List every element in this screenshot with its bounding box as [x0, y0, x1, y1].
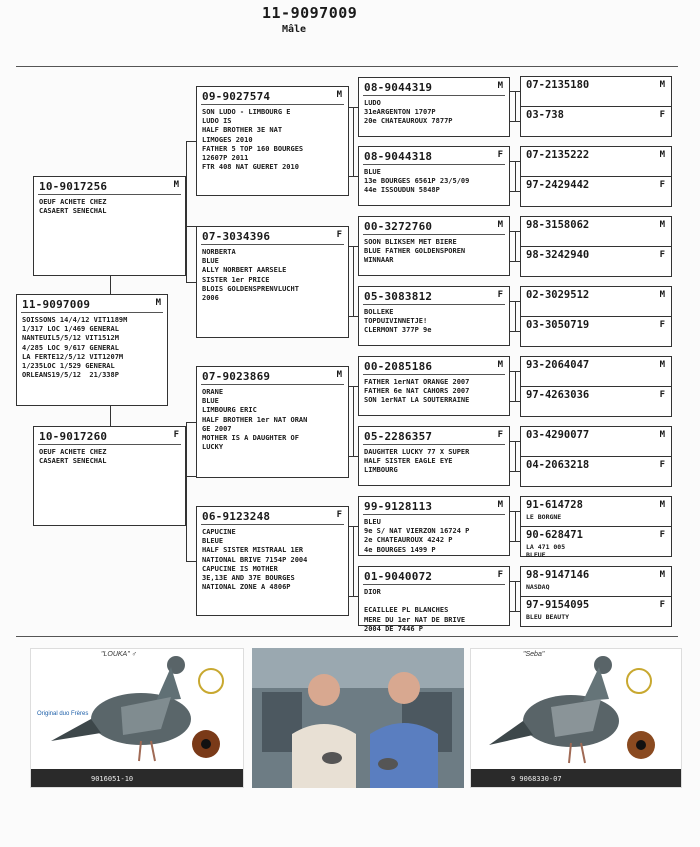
connector-line	[510, 611, 520, 612]
note-line: LUDO IS	[202, 117, 232, 126]
gen4-cell-6	[520, 286, 672, 317]
note-line: SOISSONS 14/4/12 VIT1189M	[22, 316, 128, 324]
gen3-card-2-ring: 00-3272760	[364, 220, 433, 233]
subject-card-ring: 11-9097009	[22, 298, 91, 311]
gen3-card-2	[358, 216, 510, 276]
connector-line	[510, 331, 520, 332]
gen4-cell-3-ring: 97-2429442	[526, 179, 590, 191]
gen3-card-7	[358, 566, 510, 633]
connector-line	[186, 561, 196, 562]
connector-line	[353, 526, 354, 596]
dam-card-notes	[39, 448, 181, 466]
note-line: FATHER 6e NAT CAHORS 2007	[364, 387, 470, 396]
gen3-card-3-sex: F	[497, 290, 503, 300]
gen4-cell-3	[520, 176, 672, 207]
note-line: 2006	[202, 294, 219, 303]
gen4-cell-11	[520, 456, 672, 487]
note-line: SISTER 1er PRICE	[202, 275, 270, 284]
connector-line	[510, 161, 520, 162]
gen3-card-4	[358, 356, 510, 416]
connector-line	[349, 456, 358, 457]
note-line: BLEUE	[202, 537, 224, 546]
note-line: NATIONAL ZONE A 4806P	[202, 583, 291, 592]
note-line: LA FERTE12/5/12 VIT1207M	[22, 352, 124, 361]
gen4-cell-12-note: LE BORGNE	[526, 513, 562, 521]
gen4-cell-5	[520, 246, 672, 277]
gen4-cell-15	[520, 596, 672, 627]
sire-card	[33, 176, 186, 276]
note-line: GE 2007	[202, 424, 232, 433]
note-line: BLOIS GOLDENSPRENVLUCHT	[202, 284, 299, 293]
gen2-card-1	[196, 226, 349, 338]
gen3-card-6-sex: M	[497, 500, 503, 510]
gen4-cell-9	[520, 386, 672, 417]
photo-breeders	[252, 648, 464, 788]
connector-line	[510, 301, 520, 302]
connector-line	[515, 511, 516, 541]
gen3-card-0-notes	[364, 99, 505, 127]
connector-line	[510, 581, 520, 582]
gen4-cell-12-sex: M	[659, 500, 665, 510]
divider	[38, 444, 181, 445]
gen2-card-3	[196, 506, 349, 616]
connector-line	[510, 511, 520, 512]
note-line: DAUGHTER LUCKY 77 X SUPER	[364, 448, 470, 456]
connector-line	[510, 231, 520, 232]
note-line: 4e BOURGES 1499 P	[364, 545, 436, 554]
note-line: BLEU	[364, 518, 381, 526]
connector-line	[349, 246, 358, 247]
gen2-card-2	[196, 366, 349, 478]
gen4-cell-0	[520, 76, 672, 107]
connector-line	[186, 422, 196, 423]
divider	[201, 524, 344, 525]
gen4-cell-11-sex: F	[659, 460, 665, 470]
gen4-cell-15-sex: F	[659, 600, 665, 610]
note-line: 31eARGENTON 1707P	[364, 108, 436, 117]
note-line: 1/317 LOC 1/469 GENERAL	[22, 325, 119, 334]
divider	[363, 514, 505, 515]
gen3-card-3	[358, 286, 510, 346]
note-line: CASAERT SENECHAL	[39, 457, 107, 466]
gen4-cell-8-ring: 93-2064047	[526, 359, 590, 371]
note-line: BLUE	[202, 257, 219, 266]
gen4-cell-7-ring: 03-3050719	[526, 319, 590, 331]
gen4-cell-2	[520, 146, 672, 177]
gen3-card-7-notes	[364, 588, 505, 634]
connector-line	[510, 441, 520, 442]
gen3-card-2-sex: M	[497, 220, 503, 230]
gen4-cell-9-ring: 97-4263036	[526, 389, 590, 401]
gen2-card-2-sex: M	[336, 370, 342, 380]
note-line: LIMBOURG	[364, 466, 398, 475]
gen3-card-0-ring: 08-9044319	[364, 81, 433, 94]
connector-line	[515, 301, 516, 331]
photo-louka-name: "LOUKA" ♂	[101, 651, 137, 658]
connector-line	[349, 176, 358, 177]
gen4-cell-14	[520, 566, 672, 597]
photo-seba-ring: 9 9068330-07	[511, 775, 562, 783]
connector-line	[510, 541, 520, 542]
gen4-cell-7-sex: F	[659, 320, 665, 330]
note-line: 9e S/ NAT VIERZON 16724 P	[364, 527, 470, 536]
divider	[363, 304, 505, 305]
connector-line	[186, 141, 196, 142]
note-line: FATHER 1erNAT ORANGE 2007	[364, 378, 470, 386]
gen4-cell-13-ring: 90-628471	[526, 529, 583, 541]
divider	[363, 234, 505, 235]
connector-line	[186, 282, 196, 283]
note-line: ORANE	[202, 388, 224, 396]
gen3-card-7-sex: F	[497, 570, 503, 580]
photo-louka-ring: 9016051-10	[91, 775, 134, 783]
gen4-cell-7	[520, 316, 672, 347]
connector-line	[110, 276, 111, 294]
connector-line	[510, 401, 520, 402]
divider	[363, 584, 505, 585]
gen4-cell-1	[520, 106, 672, 137]
gen4-cell-0-ring: 07-2135180	[526, 79, 590, 91]
note-line: SON LUDO - LIMBOURG E	[202, 108, 291, 116]
gen4-cell-3-sex: F	[659, 180, 665, 190]
connector-line	[510, 371, 520, 372]
gen4-cell-2-sex: M	[659, 150, 665, 160]
gen4-cell-12	[520, 496, 672, 527]
note-line: BLUE	[364, 168, 381, 176]
connector-line	[349, 316, 358, 317]
note-line: NORBERTA	[202, 248, 236, 256]
note-line: ECAILLEE PL BLANCHES	[364, 606, 449, 615]
gen2-card-0-sex: M	[336, 90, 342, 100]
note-line: SOON BLIKSEM MET BIERE	[364, 238, 457, 246]
photo-seba-name: "Seba"	[523, 651, 545, 658]
gen3-card-1-sex: F	[497, 150, 503, 160]
note-line: LIMBOURG ERIC	[202, 406, 257, 415]
gen3-card-1	[358, 146, 510, 206]
sire-card-notes	[39, 198, 181, 216]
divider	[201, 244, 344, 245]
note-line: DIOR	[364, 588, 381, 596]
note-line: FTR 408 NAT GUERET 2010	[202, 163, 299, 172]
gen2-card-2-ring: 07-9023869	[202, 370, 271, 383]
bottom-rule	[16, 636, 678, 637]
note-line: CAPUCINE	[202, 528, 236, 536]
photo-louka-brand: Original duo Frères	[37, 711, 89, 717]
gen2-card-1-ring: 07-3034396	[202, 230, 271, 243]
note-line: 2e CHATEAUROUX 4242 P	[364, 536, 453, 545]
sire-card-sex: M	[173, 180, 179, 190]
divider	[201, 104, 344, 105]
divider	[363, 95, 505, 96]
subject-card	[16, 294, 168, 406]
gen3-card-3-notes	[364, 308, 505, 336]
note-line: 1/235LOC 1/529 GENERAL	[22, 362, 115, 371]
note-line: BOLLEKE	[364, 308, 394, 316]
dam-card-sex: F	[173, 430, 179, 440]
connector-line	[353, 386, 354, 456]
gen4-cell-6-ring: 02-3029512	[526, 289, 590, 301]
connector-line	[186, 226, 196, 227]
divider	[21, 312, 163, 313]
note-line: LUDO	[364, 99, 381, 107]
gen4-cell-5-sex: F	[659, 250, 665, 260]
gen4-cell-13	[520, 526, 672, 557]
sire-card-ring: 10-9017256	[39, 180, 108, 193]
gen3-card-5-notes	[364, 448, 505, 476]
breeders-image	[252, 648, 464, 788]
note-line: 13e BOURGES 6561P 23/5/09	[364, 177, 470, 186]
note-line: OEUF ACHETE CHEZ	[39, 448, 107, 456]
note-line: CASAERT SENECHAL	[39, 207, 107, 216]
gen4-cell-15-ring: 97-9154095	[526, 599, 590, 611]
gen3-card-7-ring: 01-9040072	[364, 570, 433, 583]
gen2-card-1-notes	[202, 248, 344, 303]
photo-louka-banner	[31, 769, 243, 787]
connector-line	[515, 581, 516, 611]
gen3-card-4-ring: 00-2085186	[364, 360, 433, 373]
note-line: ORLEANS19/5/12 21/338P	[22, 371, 119, 380]
gen3-card-2-notes	[364, 238, 505, 266]
divider	[201, 384, 344, 385]
note-line: FATHER 5 TOP 160 BOURGES	[202, 144, 304, 153]
connector-line	[349, 107, 358, 108]
note-line: HALF SISTER EAGLE EYE	[364, 457, 453, 466]
connector-line	[515, 441, 516, 471]
gen4-cell-9-sex: F	[659, 390, 665, 400]
gen3-card-6	[358, 496, 510, 556]
note-line: 2004 DE 7446 P	[364, 624, 424, 633]
note-line: LIMOGES 2010	[202, 135, 253, 144]
gen4-cell-14-ring: 98-9147146	[526, 569, 590, 581]
note-line: HALF BROTHER 3E NAT	[202, 126, 283, 135]
gen4-cell-14-note: NASDAQ	[526, 583, 550, 591]
note-line: CLERMONT 377P 9e	[364, 326, 432, 335]
connector-line	[349, 526, 358, 527]
divider	[38, 194, 181, 195]
connector-line	[110, 406, 111, 426]
note-line: HALF SISTER MISTRAAL 1ER	[202, 546, 304, 555]
note-line: OEUF ACHETE CHEZ	[39, 198, 107, 206]
gen3-card-1-notes	[364, 168, 505, 196]
gen2-card-0-notes	[202, 108, 344, 172]
dam-card-ring: 10-9017260	[39, 430, 108, 443]
gen3-card-5	[358, 426, 510, 486]
gen4-cell-6-sex: M	[659, 290, 665, 300]
connector-line	[353, 246, 354, 316]
connector-line	[515, 91, 516, 121]
gen4-cell-10-sex: M	[659, 430, 665, 440]
connector-line	[510, 191, 520, 192]
gen3-card-6-notes	[364, 518, 505, 555]
subject-card-notes	[22, 316, 163, 380]
connector-line	[510, 261, 520, 262]
gen4-cell-11-ring: 04-2063218	[526, 459, 590, 471]
note-line: 44e ISSOUDUN 5848P	[364, 186, 440, 195]
note-line: ALLY NORBERT AARSELE	[202, 266, 287, 275]
gen2-card-1-sex: F	[336, 230, 342, 240]
note-line: 3E,13E AND 37E BOURGES	[202, 574, 295, 583]
gen3-card-5-ring: 05-2286357	[364, 430, 433, 443]
gen2-card-3-notes	[202, 528, 344, 592]
note-line: MOTHER IS A DAUGHTER OF	[202, 434, 299, 443]
gen3-card-4-notes	[364, 378, 505, 406]
gen3-card-4-sex: M	[497, 360, 503, 370]
connector-line	[510, 471, 520, 472]
connector-line	[186, 422, 187, 561]
note-line: SON 1erNAT LA SOUTERRAINE	[364, 396, 470, 405]
connector-line	[515, 371, 516, 401]
gen2-card-3-ring: 06-9123248	[202, 510, 271, 523]
photo-seba-banner	[471, 769, 681, 787]
note-line: HALF BROTHER 1er NAT ORAN	[202, 415, 308, 424]
gen4-cell-1-ring: 03-738	[526, 109, 564, 121]
note-line: BLUE FATHER GOLDENSPOREN	[364, 247, 466, 256]
header-ring: 11-9097009	[262, 4, 358, 22]
connector-line	[510, 91, 520, 92]
subject-card-sex: M	[155, 298, 161, 308]
gen4-cell-10-ring: 03-4290077	[526, 429, 590, 441]
note-line	[364, 597, 505, 606]
connector-line	[515, 231, 516, 261]
gen4-cell-13-note: LA 471 005 BLEUE	[526, 543, 566, 559]
connector-line	[353, 107, 354, 176]
pigeon-louka-image	[31, 649, 244, 788]
gen2-card-0-ring: 09-9027574	[202, 90, 271, 103]
connector-line	[510, 121, 520, 122]
note-line: NATIONAL BRIVE 7154P 2004	[202, 555, 308, 564]
gen4-cell-0-sex: M	[659, 80, 665, 90]
gen3-card-0-sex: M	[497, 81, 503, 91]
dam-card	[33, 426, 186, 526]
connector-line	[186, 476, 196, 477]
gen4-cell-1-sex: F	[659, 110, 665, 120]
gen3-card-1-ring: 08-9044318	[364, 150, 433, 163]
note-line: 4/285 LOC 9/617 GENERAL	[22, 343, 119, 352]
divider	[363, 374, 505, 375]
gen4-cell-14-sex: M	[659, 570, 665, 580]
connector-line	[186, 141, 187, 282]
top-rule	[16, 66, 678, 67]
gen3-card-3-ring: 05-3083812	[364, 290, 433, 303]
gen4-cell-8-sex: M	[659, 360, 665, 370]
gen4-cell-4-ring: 98-3158062	[526, 219, 590, 231]
note-line: WINNAAR	[364, 256, 394, 265]
connector-line	[349, 596, 358, 597]
connector-line	[515, 161, 516, 191]
divider	[363, 164, 505, 165]
gen4-cell-2-ring: 07-2135222	[526, 149, 590, 161]
note-line: CAPUCINE IS MOTHER	[202, 564, 278, 573]
note-line: LUCKY	[202, 443, 224, 452]
divider	[363, 444, 505, 445]
gen2-card-2-notes	[202, 388, 344, 452]
pigeon-seba-image	[471, 649, 682, 788]
note-line: MERE DU 1er NAT DE BRIVE	[364, 615, 466, 624]
photo-card-louka	[30, 648, 244, 788]
gen4-cell-5-ring: 98-3242940	[526, 249, 590, 261]
gen4-cell-15-note: BLEU BEAUTY	[526, 613, 570, 621]
gen4-cell-13-sex: F	[659, 530, 665, 540]
note-line: BLUE	[202, 397, 219, 406]
gen4-cell-10	[520, 426, 672, 457]
gen4-cell-8	[520, 356, 672, 387]
note-line: NANTEUIL5/5/12 VIT1512M	[22, 334, 119, 343]
gen4-cell-12-ring: 91-614728	[526, 499, 583, 511]
gen3-card-0	[358, 77, 510, 137]
note-line: 20e CHATEAUROUX 7877P	[364, 117, 453, 126]
gen2-card-3-sex: F	[336, 510, 342, 520]
note-line: 12607P 2011	[202, 154, 249, 163]
note-line: TOPDUIVINNETJE!	[364, 317, 428, 326]
photo-card-seba	[470, 648, 682, 788]
gen3-card-5-sex: F	[497, 430, 503, 440]
gen2-card-0	[196, 86, 349, 196]
gen4-cell-4	[520, 216, 672, 247]
gen3-card-6-ring: 99-9128113	[364, 500, 433, 513]
connector-line	[349, 386, 358, 387]
header-sex: Mâle	[282, 24, 307, 35]
gen4-cell-4-sex: M	[659, 220, 665, 230]
